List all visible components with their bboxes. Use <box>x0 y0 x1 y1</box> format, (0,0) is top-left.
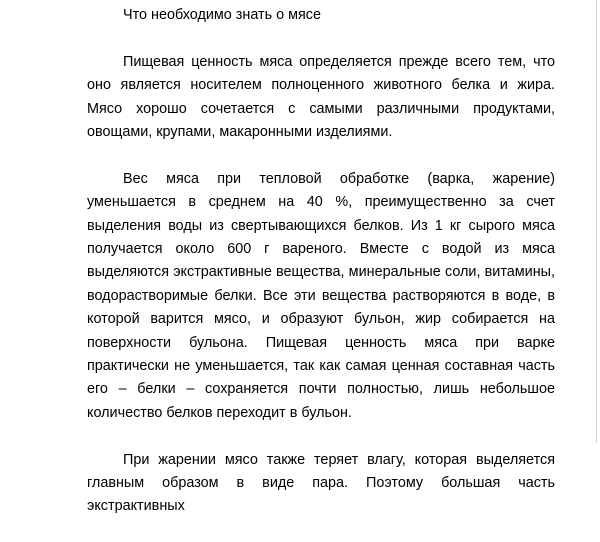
page-right-edge <box>596 0 597 443</box>
document-body <box>87 4 555 542</box>
paragraph-meat-frying: При жарении мясо также теряет влагу, которая выделяется главным образом в виде пара. Поэтому большая часть экстрактивных <box>87 451 555 515</box>
document-title: Что необходимо знать о мясе <box>123 7 321 23</box>
paragraph-meat-boiling: Вес мяса при тепловой обработке (варка, жарение) уменьшается в среднем на 40 %, преимущественно за счет выделения воды из свертывающихся белков. Из 1 кг сырого мяса получается около 600 г вареного. Вместе с водой из мяса выделяются экстрактивные вещества, минеральные соли, витамины, водорастворимые белки. Все эти вещества растворяются в воде, в которой варится мясо, и образуют бульон, жир собирается на поверхности бульона. Пищевая ценность мяса при варке практически не уменьшается, так как самая ценная составная часть его – белки – сохраняется почти полностью, лишь небольшое количество белков переходит в бульон. <box>87 170 555 421</box>
paragraph-meat-nutrition: Пищевая ценность мяса определяется прежде всего тем, что оно является носителем полноценного животного белка и жира. Мясо хорошо сочетается с самыми различными продуктами, овощами, крупами, макаронными изделиями. <box>87 53 555 141</box>
